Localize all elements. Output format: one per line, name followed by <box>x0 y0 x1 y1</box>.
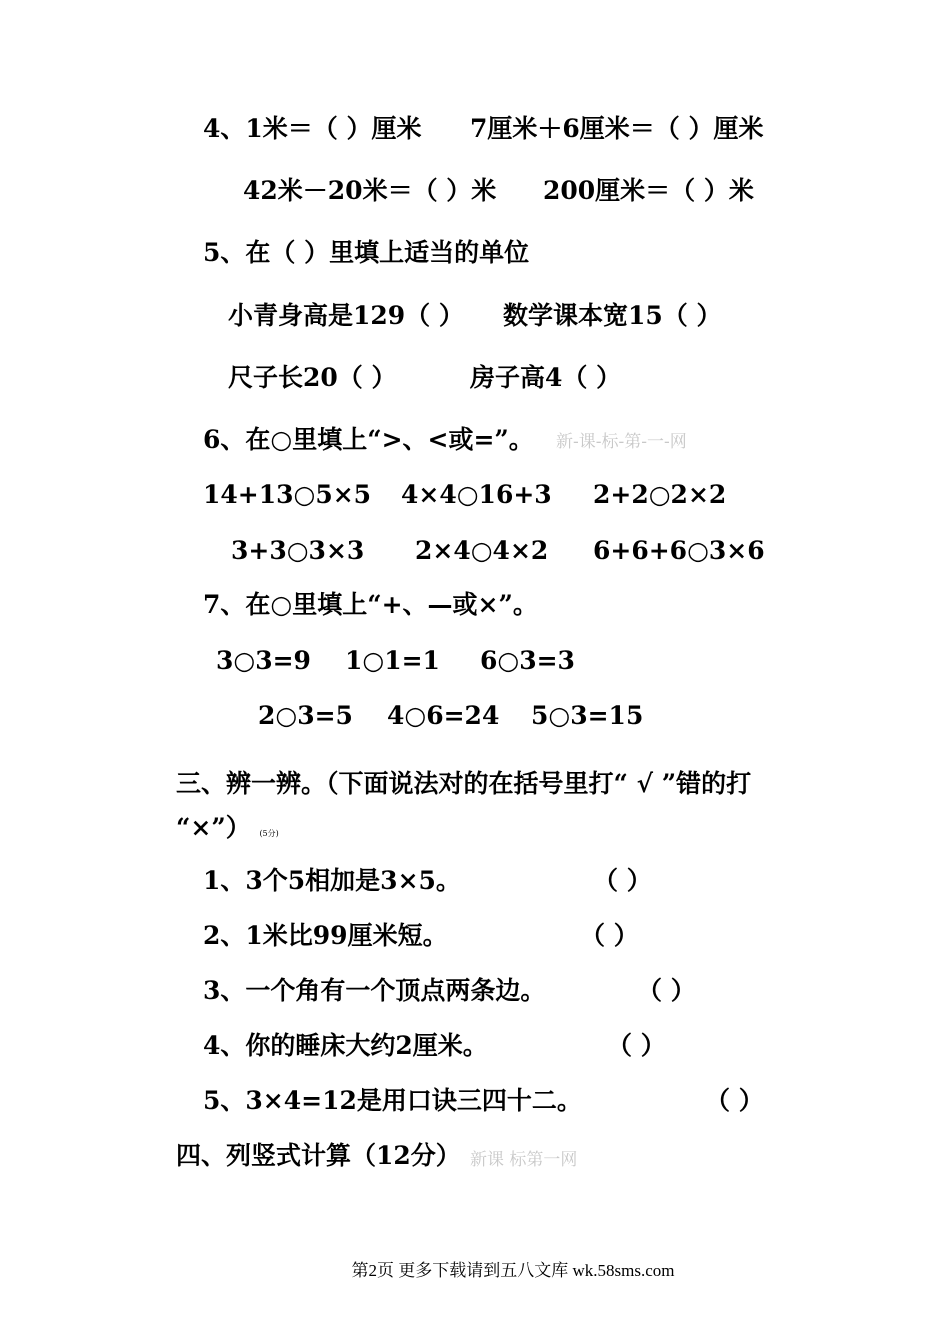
q6-r2-expr3: 6+6+6○3×6 <box>593 536 765 565</box>
q7-r2-expr1: 2○3=5 <box>258 701 353 730</box>
q5-item-ruler: 尺子长20（ ） <box>228 363 397 392</box>
q4-line2a: 42米－20米＝（ ）米 <box>243 176 497 205</box>
q4-line1a: 4、1米＝（ ）厘米 <box>203 114 422 143</box>
q6-r1-expr2: 4×4○16+3 <box>401 480 552 509</box>
page-footer: 第2页 更多下载请到五八文库 wk.58sms.com <box>351 1261 675 1280</box>
judge-item-1: 1、3个5相加是3×5。 <box>203 866 461 895</box>
section3-heading-cont <box>176 813 279 849</box>
q7-r1-expr2: 1○1=1 <box>345 646 440 675</box>
watermark-text: 新-课-标-第-一-网 <box>556 432 687 452</box>
judge-item-5: 5、3×4=12是用口诀三四十二。 <box>203 1086 582 1115</box>
q7-title: 7、在○里填上“+、—或×”。 <box>203 590 538 619</box>
q7-r2-expr3: 5○3=15 <box>531 701 644 730</box>
q7-r2-expr2: 4○6=24 <box>387 701 500 730</box>
q4-line2b: 200厘米＝（ ）米 <box>543 176 754 205</box>
judge-item-4-blank: （ ） <box>607 1031 666 1060</box>
q6-r1-expr3: 2+2○2×2 <box>593 480 727 509</box>
q5-title: 5、在（ ）里填上适当的单位 <box>203 238 530 267</box>
judge-item-4: 4、你的睡床大约2厘米。 <box>203 1031 488 1060</box>
q6-r2-expr1: 3+3○3×3 <box>231 536 365 565</box>
q4-line1b: 7厘米＋6厘米＝（ ）厘米 <box>470 114 764 143</box>
q7-r1-expr1: 3○3=9 <box>216 646 311 675</box>
q6-r2-expr2: 2×4○4×2 <box>415 536 549 565</box>
q6-r1-expr1: 14+13○5×5 <box>203 480 372 509</box>
judge-item-1-blank: （ ） <box>593 866 652 895</box>
watermark-text-2: 新课 标第一网 <box>470 1150 578 1170</box>
section3-heading-line2: “×”） <box>176 813 251 842</box>
judge-item-2: 2、1米比99厘米短。 <box>203 921 448 950</box>
section3-heading: 三、辨一辨。（下面说法对的在括号里打“ √ ”错的打 <box>176 769 752 798</box>
section4-heading: 四、列竖式计算（12分） <box>176 1141 461 1170</box>
q6-title: 6、在○里填上“>、<或=”。 <box>203 425 534 454</box>
judge-item-3: 3、一个角有一个顶点两条边。 <box>203 976 546 1005</box>
judge-item-5-blank: （ ） <box>705 1086 764 1115</box>
q5-item-house: 房子高4（ ） <box>470 363 622 392</box>
judge-item-3-blank: （ ） <box>637 976 696 1005</box>
section3-points: (5分) <box>259 829 279 838</box>
q7-r1-expr3: 6○3=3 <box>480 646 575 675</box>
q5-item-height: 小青身高是129（ ） <box>228 301 464 330</box>
judge-item-2-blank: （ ） <box>580 921 639 950</box>
q5-item-book-width: 数学课本宽15（ ） <box>503 301 722 330</box>
